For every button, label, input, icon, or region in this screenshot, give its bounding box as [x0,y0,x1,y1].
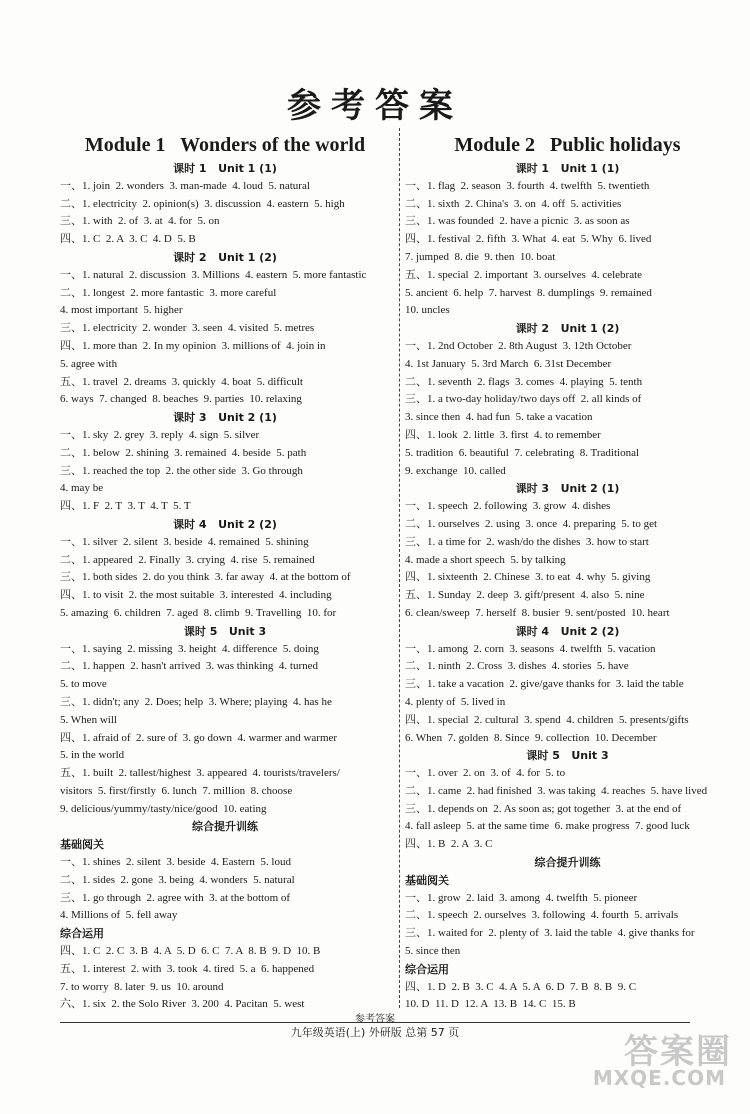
section-heading: 综合提升训练 [192,820,258,834]
answer-line: 二、1. below 2. shining 3. remained 4. beside 5. path [60,446,307,459]
answer-line: 5. tradition 6. beautiful 7. celebrating 8. Traditional [405,446,640,459]
section-heading: 基础阅关 [60,838,104,852]
answer-line: 六、1. six 2. the Solo River 3. 200 4. Pacitan 5. west [60,998,305,1011]
lesson-heading: 课时 4 Unit 2 (2) [173,517,277,531]
answer-line: 二、1. ourselves 2. using 3. once 4. preparing 5. to get [405,517,658,530]
answer-line: 10. uncles [405,304,450,317]
answer-line: 一、1. shines 2. silent 3. beside 4. Eastern 5. loud [60,856,291,869]
watermark-text: 答案圈 [624,1032,732,1072]
answer-line: 4. most important 5. higher [60,304,183,317]
page-title: 参考答案 [287,86,463,126]
answer-line: 7. to worry 8. later 9. us 10. around [60,980,224,993]
left-column [60,130,390,1014]
answer-line: 4. plenty of 5. lived in [405,695,506,708]
answer-line: 四、1. to visit 2. the most suitable 3. interested 4. including [60,589,332,602]
module-1-title: Module 1 Wonders of the world [84,134,366,156]
footer-page-info: 九年级英语(上) 外研版 总第 57 页 [290,1026,460,1039]
lesson-heading: 课时 5 Unit 3 [183,624,267,638]
lesson-heading: 课时 1 Unit 1 (1) [173,162,277,175]
section-heading: 综合运用 [405,962,449,976]
lesson-heading: 课时 3 Unit 2 (1) [515,482,620,496]
answer-line: 一、1. natural 2. discussion 3. Millions 4. eastern 5. more fantastic [60,268,367,281]
answer-line: 一、1. grow 2. laid 3. among 4. twelfth 5. pioneer [405,891,638,904]
right-column [405,130,730,1014]
left-answer-lines [60,160,390,1014]
answer-line: 5. amazing 6. children 7. aged 8. climb 9. Travelling 10. for [60,606,337,619]
answer-line: 二、1. speech 2. ourselves 3. following 4. fourth 5. arrivals [405,909,679,922]
section-heading: 基础阅关 [405,873,449,887]
answer-line: 五、1. travel 2. dreams 3. quickly 4. boat 5. difficult [60,375,303,388]
answer-line: 二、1. sixth 2. China's 3. on 4. off 5. activities [405,197,622,210]
answer-line: 5. in the world [60,749,125,762]
lesson-heading: 课时 1 Unit 1 (1) [515,162,620,175]
answer-line: 二、1. electricity 2. opinion(s) 3. discussion 4. eastern 5. high [60,197,345,210]
answer-line: 三、1. go through 2. agree with 3. at the bottom of [60,891,291,904]
answer-line: 9. delicious/yummy/tasty/nice/good 10. eating [60,802,267,815]
answer-line: 三、1. both sides 2. do you think 3. far away 4. at the bottom of [60,571,351,584]
answer-line: 三、1. waited for 2. plenty of 3. laid the table 4. give thanks for [405,927,695,940]
answer-line: 6. When 7. golden 8. Since 9. collection 10. December [405,731,657,744]
answer-line: 二、1. longest 2. more fantastic 3. more careful [60,286,277,299]
answer-line: 四、1. D 2. B 3. C 4. A 5. A 6. D 7. B 8. B 9. C [405,980,637,993]
answer-line: 三、1. depends on 2. As soon as; got together 3. at the end of [405,802,682,815]
answer-line: 五、1. Sunday 2. deep 3. gift/present 4. also 5. nine [405,589,645,602]
answer-line: 三、1. was founded 2. have a picnic 3. as soon as [405,215,630,228]
answer-line: 四、1. sixteenth 2. Chinese 3. to eat 4. why 5. giving [405,571,651,584]
answer-line: 三、1. electricity 2. wonder 3. seen 4. visited 5. metres [60,322,315,335]
lesson-heading: 课时 3 Unit 2 (1) [173,411,277,425]
footer-header: 参考答案 [355,1014,395,1025]
answer-line: 一、1. among 2. corn 3. seasons 4. twelfth 5. vacation [405,642,656,655]
answer-line: 五、1. interest 2. with 3. took 4. tired 5. a 6. happened [60,962,315,975]
answer-line: 4. Millions of 5. fell away [60,909,178,922]
answer-line: 5. to move [60,678,107,691]
answer-line: 四、1. C 2. C 3. B 4. A 5. D 6. C 7. A 8. B 9. D 10. B [60,945,321,958]
answer-line: 三、1. with 2. of 3. at 4. for 5. on [60,215,220,228]
answer-line: 三、1. didn't; any 2. Does; help 3. Where; playing 4. has he [60,695,332,708]
answer-line: 一、1. flag 2. season 3. fourth 4. twelfth 5. twentieth [405,179,650,192]
watermark-logo [582,1024,732,1094]
answer-line: 6. clean/sweep 7. herself 8. busier 9. sent/posted 10. heart [405,606,670,619]
section-heading: 综合运用 [60,927,104,941]
right-answer-lines [405,160,730,1014]
answer-line: 9. exchange 10. called [405,464,506,477]
answer-line: 5. ancient 6. help 7. harvest 8. dumplings 9. remained [405,286,652,299]
answer-line: 二、1. ninth 2. Cross 3. dishes 4. stories 5. have [405,660,629,673]
answer-line: 二、1. appeared 2. Finally 3. crying 4. rise 5. remained [60,553,315,566]
answer-line: 10. D 11. D 12. A 13. B 14. C 15. B [405,998,576,1011]
answer-line: 四、1. C 2. A 3. C 4. D 5. B [60,233,196,246]
answer-line: 5. When will [60,713,117,726]
answer-line: 四、1. special 2. cultural 3. spend 4. children 5. presents/gifts [405,713,689,726]
footer-rule [60,1022,690,1023]
answer-line: 一、1. join 2. wonders 3. man-made 4. loud 5. natural [60,179,310,192]
answer-line: 二、1. came 2. had finished 3. was taking 4. reaches 5. have lived [405,784,708,797]
lesson-heading: 课时 4 Unit 2 (2) [515,624,620,638]
answer-line: 4. fall asleep 5. at the same time 6. make progress 7. good luck [405,820,690,833]
section-heading: 综合提升训练 [534,856,601,870]
answer-line: 四、1. more than 2. In my opinion 3. millions of 4. join in [60,339,326,352]
answer-line: 四、1. festival 2. fifth 3. What 4. eat 5. Why 6. lived [405,233,652,246]
answer-line: 4. 1st January 5. 3rd March 6. 31st December [405,357,612,370]
answer-line: 二、1. seventh 2. flags 3. comes 4. playing 5. tenth [405,375,643,388]
answer-line: 五、1. special 2. important 3. ourselves 4. celebrate [405,268,643,281]
module-2-title: Module 2 Public holidays [454,134,681,156]
answer-line: 5. agree with [60,357,118,370]
answer-line: 一、1. 2nd October 2. 8th August 3. 12th October [405,339,632,352]
answer-line: 三、1. reached the top 2. the other side 3. Go through [60,464,303,477]
answer-line: 3. since then 4. had fun 5. take a vacation [405,411,593,424]
column-divider [399,128,400,1008]
answer-line: 4. may be [60,482,104,495]
answer-line: 5. since then [405,945,461,958]
answer-line: 一、1. over 2. on 3. of 4. for 5. to [405,767,566,780]
answer-line: 二、1. happen 2. hasn't arrived 3. was thinking 4. turned [60,660,318,673]
answer-line: 7. jumped 8. die 9. then 10. boat [405,250,556,263]
lesson-heading: 课时 5 Unit 3 [526,749,609,763]
lesson-heading: 课时 2 Unit 1 (2) [515,322,620,336]
answer-line: 三、1. take a vacation 2. give/gave thanks for 3. laid the table [405,678,684,691]
answer-line: 6. ways 7. changed 8. beaches 9. parties 10. relaxing [60,393,302,406]
answer-line: 一、1. sky 2. grey 3. reply 4. sign 5. silver [60,428,260,441]
answer-line: 三、1. a two-day holiday/two days off 2. all kinds of [405,393,642,406]
answer-line: 四、1. afraid of 2. sure of 3. go down 4. warmer and warmer [60,731,338,744]
answer-line: 五、1. built 2. tallest/highest 3. appeared 4. tourists/travelers/ [60,767,340,780]
watermark-url: MXQE.COM [592,1066,726,1090]
lesson-heading: 课时 2 Unit 1 (2) [173,250,277,264]
answer-line: 4. made a short speech 5. by talking [405,553,566,566]
answer-line: 一、1. saying 2. missing 3. height 4. difference 5. doing [60,642,319,655]
answer-line: 二、1. sides 2. gone 3. being 4. wonders 5. natural [60,873,295,886]
answer-line: 一、1. silver 2. silent 3. beside 4. remained 5. shining [60,535,309,548]
answer-line: 四、1. B 2. A 3. C [405,838,493,851]
answer-line: visitors 5. first/firstly 6. lunch 7. million 8. choose [60,784,293,797]
answer-line: 一、1. speech 2. following 3. grow 4. dishes [405,500,611,513]
answer-line: 三、1. a time for 2. wash/do the dishes 3. how to start [405,535,649,548]
answer-line: 四、1. F 2. T 3. T 4. T 5. T [60,500,191,513]
answer-line: 四、1. look 2. little 3. first 4. to remember [405,428,601,441]
